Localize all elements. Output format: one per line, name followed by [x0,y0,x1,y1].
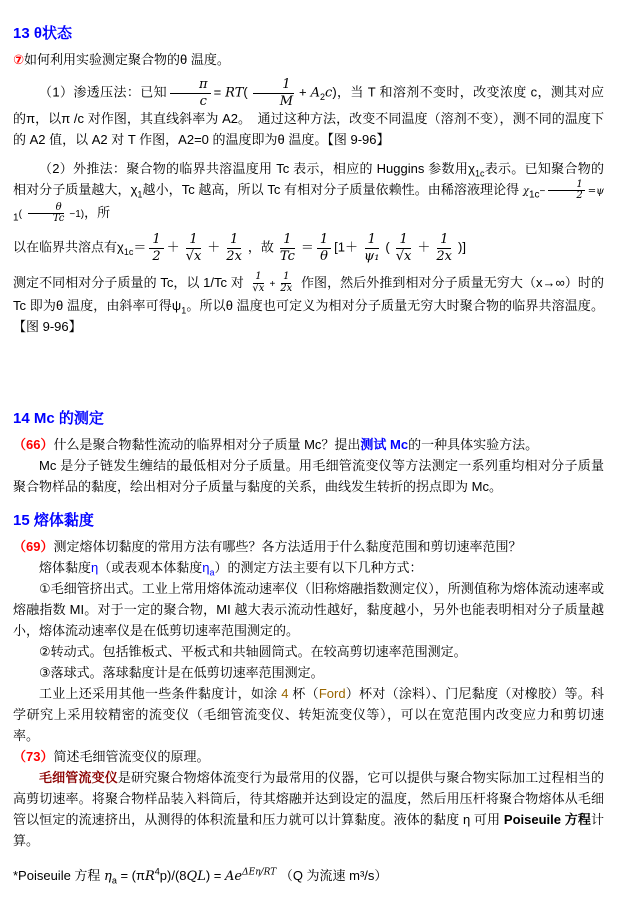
text-segment: = [213,84,226,100]
text-segment: Ford [318,685,346,701]
text-segment: ＋ [166,239,180,255]
question-73-marker: （73） [13,748,54,764]
text-segment: )，当 T 和溶剂不变时，改变浓度 c，测其对应的π，以π /c 对作图，其直线斜率为 A2。 通过这种方法，改变不同温度（溶剂不变），测不同的温度下的 A2 值，以 A2 对 T 作图，A2=0 的温度即为θ 温度。【图 9-96】 [13,84,604,148]
paragraph-osmotic-method [13,78,604,150]
text-segment: Mc 是分子链发生缠结的最低相对分子质量。用毛细管流变仪等方法测定一系列重均相对分子质量聚合物样品的黏度，绘出相对分子质量与黏度的关系，曲线发生转折的拐点即为 Mc。 [13,457,604,494]
text-segment: 表示。已知聚合物的相对分子质量越大，χ [13,161,604,198]
text-segment: η [104,868,112,884]
text-segment: A [310,85,321,101]
question-66 [13,434,604,455]
text-segment: ＝ [133,239,147,255]
highlighted-term: Poiseuile 方程 [503,811,591,827]
superscript: 4 [154,866,160,877]
question-69-marker: （69） [13,538,54,554]
question-7-marker: ⑦ [13,52,25,67]
section-15 [13,511,604,890]
text-segment: QL [186,868,206,884]
answer-66 [13,455,604,497]
text-segment: Ae [224,868,243,884]
section-14 [13,409,604,497]
fraction: $\frac{1}{√x}$ [395,232,412,264]
text-segment: ③落球式。落球黏度计是在低剪切速率范围测定。 [39,664,324,680]
subscript: a [111,875,117,886]
text-segment: ( [18,209,22,221]
text-segment: 测定不同相对分子质量的 Tc，以 1/Tc 对 [13,274,248,290]
text-segment: 越小，Tc 越高，所以 Tc 有相对分子质量依赖性。由稀溶液理论得 [142,182,523,198]
question-7-line [13,49,604,70]
formula-critical-point [13,233,604,263]
text-segment: 如何利用实验测定聚合物的θ 温度。 [24,52,230,67]
question-69 [13,536,604,557]
text-segment: 以在临界共溶点有χ [13,239,124,255]
fraction: $\frac{1}{2}$ [149,233,163,263]
text-segment: = (π [116,867,145,883]
fraction: $\frac{\theta}{Tc}$ [25,203,67,225]
text-segment: ( [385,239,390,255]
section-13-heading: 13 θ状态 [13,25,72,42]
text-segment: p)/(8 [159,867,187,883]
text-segment: =ψ [587,186,604,198]
highlighted-term: 毛细管流变仪 [39,769,118,785]
paragraph-tc-plot [13,272,604,337]
text-segment: （2）外推法：聚合物的临界共溶温度用 Tc 表示，相应的 Huggins 参数用χ [39,161,475,177]
text-segment: ）的测定方法主要有以下几种方式： [214,559,423,575]
subscript: 1 [137,189,143,200]
text-segment: （Q 为流速 m³/s） [276,867,388,883]
text-segment: 熔体黏度 [39,559,92,575]
subscript: 1c [474,168,485,179]
text-segment: ，所 [84,205,111,221]
subscript: 2 [320,92,326,103]
text-segment: ＝ [300,239,314,255]
subscript: 1c [528,189,540,201]
text-segment: ，故 [247,239,274,255]
text-segment: 的一种具体实验方法。 [408,436,539,452]
text-segment: + [269,278,276,290]
text-segment: η [91,559,99,575]
text-segment: 是研究聚合物熔体流变行为最常用的仪器，它可以提供与聚合物实际加工过程相当的高剪切速率。将聚合物样品装入料筒后，待其熔融并达到设定的温度，然后用压杆将聚合物熔体从毛细管以恒定的流速挤出，从测得的体积流量和压力就可以计算黏度。液体的黏度 η 可用 [13,769,604,827]
question-73 [13,746,604,767]
poiseuille-formula [13,863,604,890]
text-segment: ①毛细管挤出式。工业上常用熔体流动速率仪（旧称熔融指数测定仪），所测值称为熔体流动速率或熔融指数 MI。对于一定的聚合物，MI 越大表示流动性越好，黏度越小，另外也能表明相对分子质量越小，熔体流动速率仪是在低剪切速率范围测定的。 [13,580,604,638]
text-segment: ）杯对（涂料）、门尼黏度（对橡胶）等。科学研究上采用较精密的流变仪（毛细管流变仪、转矩流变仪等），可以在宽范围内改变应力和剪切速率。 [13,685,604,743]
text-segment: ＋ [207,239,221,255]
text-segment: 工业上还采用其他一些条件黏度计，如涂 [39,685,282,701]
text-segment: [1＋ [334,239,359,255]
section-13 [13,24,604,337]
fraction: $\frac{1}{M}$ [251,78,296,108]
fraction: $\frac{1}{√x}$ [185,232,202,264]
text-segment: 。所以θ 温度也可定义为相对分子质量无穷大时聚合物的临界共溶温度。【图 9-96】 [13,297,604,334]
fraction: $\frac{1}{\theta}$ [317,233,331,263]
section-15-heading: 15 熔体黏度 [13,511,94,529]
text-segment: χ [522,186,529,198]
text-segment: R [144,868,155,884]
section-14-heading: 14 Mc 的测定 [13,409,104,427]
paragraph-extrapolation-method [13,158,604,225]
method-item-falling-ball [13,662,604,683]
superscript: ΔEη/RT [242,867,277,878]
fraction: $\frac{1}{\text{ψ₁}}$ [364,232,380,264]
text-segment: c [325,85,333,101]
text-segment: 作图，然后外推到相对分子质量无穷大（x→∞）时的 Tc 即为θ 温度，由斜率可得ψ [13,274,604,313]
text-segment: ②转动式。包括锥板式、平板式和共轴圆筒式。在较高剪切速率范围测定。 [39,643,467,659]
subscript: 1c [123,247,134,258]
text-segment: 计算。 [13,811,604,848]
fraction: $\frac{1}{2x}$ [280,271,293,294]
text-segment: − [539,186,546,198]
fraction: $\frac{1}{Tc}$ [279,232,295,264]
text-segment: + [299,84,311,100]
answer-69-intro [13,557,604,578]
text-segment: RT [225,85,244,101]
paragraph-industrial-viscometers [13,683,604,746]
fraction: $\frac{1}{2x}$ [436,232,453,264]
subscript: a [209,567,215,578]
fraction: $\frac{1}{√x}$ [252,271,265,294]
method-item-rotational [13,641,604,662]
text-segment: （或表观本体黏度 [98,559,203,575]
answer-73 [13,767,604,851]
text-segment: −1) [69,209,85,221]
method-item-capillary [13,578,604,641]
fraction: $\frac{1}{2}$ [548,180,584,202]
subscript: 1 [181,305,187,316]
text-segment: )] [458,239,466,255]
text-segment: 4 [281,685,289,701]
text-segment: 杯（ [288,685,319,701]
text-segment: 什么是聚合物黏性流动的临界相对分子质量 Mc？提出 [53,436,361,452]
highlighted-term: 测试 Mc [360,436,409,452]
text-segment: ( [243,84,248,100]
text-segment: （1）渗透压法：已知 [39,84,168,100]
question-66-marker: （66） [13,436,54,452]
text-segment: 测定熔体切黏度的常用方法有哪些？各方法适用于什么黏度范围和剪切速率范围？ [53,538,522,554]
subscript: 1 [13,212,19,224]
text-segment: 简述毛细管流变仪的原理。 [53,748,210,764]
text-segment: ) = [205,867,225,883]
text-segment: ＋ [417,239,431,255]
fraction: $\frac{\pi}{c}$ [170,78,211,108]
fraction: $\frac{1}{2x}$ [226,232,242,264]
text-segment: *Poiseuile 方程 [13,867,105,883]
text-segment: η [202,559,210,575]
